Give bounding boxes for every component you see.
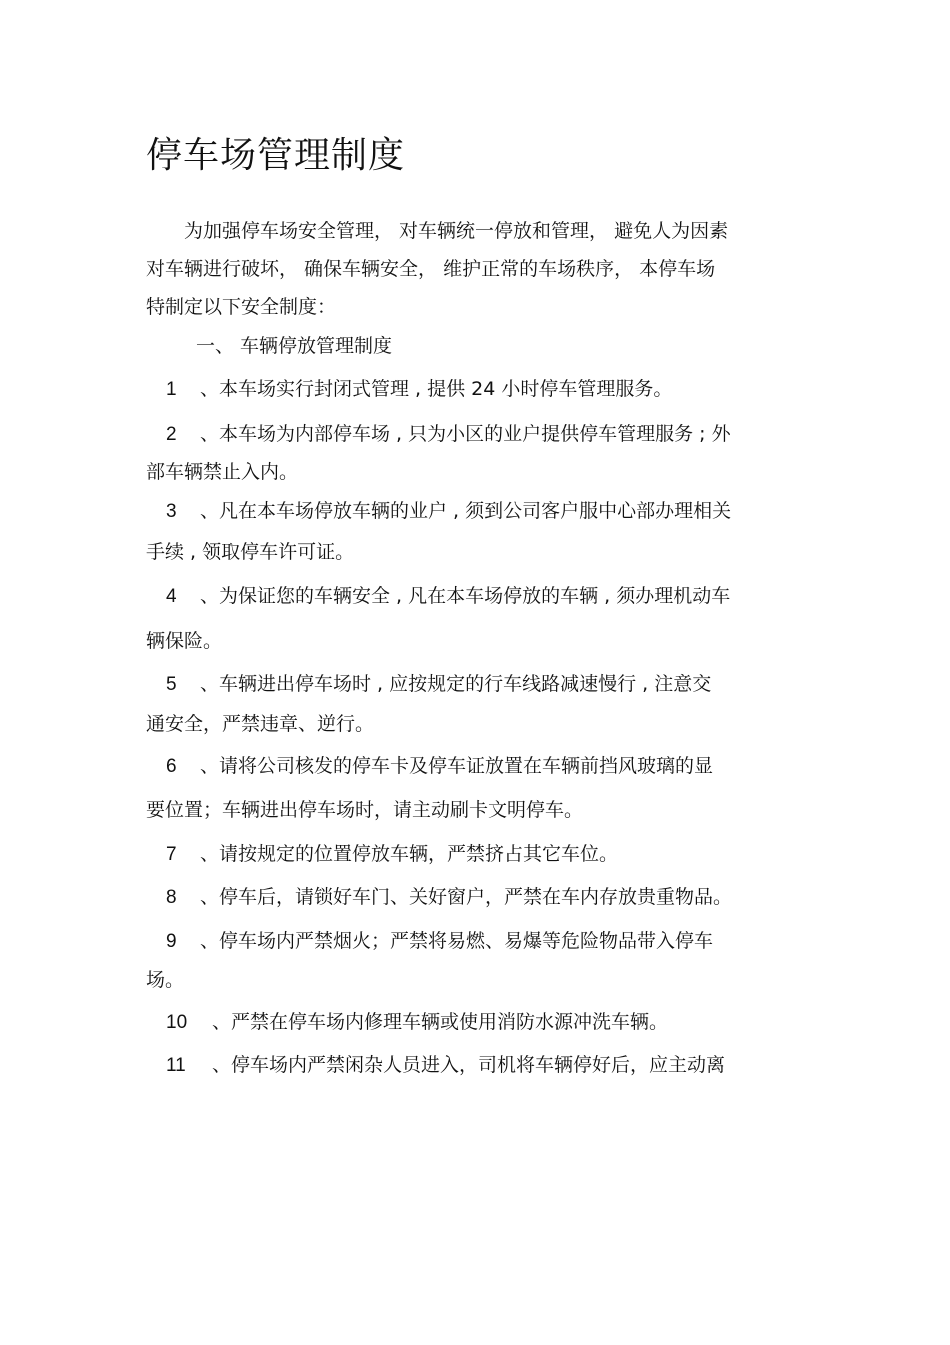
rule-item [166,841,618,868]
intro-line-2: 对车辆进行破坏， 确保车辆安全， 维护正常的车场秩序， 本停车场 [146,258,716,280]
rule-text: 、停车后，请锁好车门、关好窗户，严禁在车内存放贵重物品。 [200,886,733,908]
rule-text: 、车辆进出停车场时 , 应按规定的行车线路减速慢行 , 注意交 [200,673,712,695]
rule-text: 、停车场内严禁烟火；严禁将易燃、易爆等危险物品带入停车 [200,930,714,952]
rule-item [166,421,731,448]
rule-number: 7 [166,844,177,865]
rule-text-continued: 手续 , 领取停车许可证。 [146,541,355,563]
rule-item [166,498,731,525]
rule-number: 4 [166,586,177,607]
rule-number: 2 [166,424,177,445]
intro-line-1: 为加强停车场安全管理， 对车辆统一停放和管理， 避免人为因素 [184,220,729,242]
rule-item [166,376,672,403]
rule-item [166,884,732,911]
rule-number: 1 [166,379,177,400]
rule-item [166,928,713,955]
rule-text-continued: 通安全，严禁违章、逆行。 [146,713,375,735]
rule-number: 9 [166,931,177,952]
document-title: 停车场管理制度 [146,135,406,176]
rule-text: 、请按规定的位置停放车辆，严禁挤占其它车位。 [200,843,619,865]
rule-number: 6 [166,756,177,777]
rule-number: 8 [166,887,177,908]
rule-text: 、本车场为内部停车场 , 只为小区的业户提供停车管理服务 ; 外 [200,423,731,445]
section-heading: 一、 车辆停放管理制度 [196,335,393,357]
rule-text: 、严禁在停车场内修理车辆或使用消防水源冲洗车辆。 [212,1011,669,1033]
rule-item [166,671,711,698]
rule-item [166,1009,668,1036]
rule-number: 3 [166,501,177,522]
rule-number: 11 [166,1055,186,1076]
rule-text: 、为保证您的车辆安全 , 凡在本车场停放的车辆 , 须办理机动车 [200,585,731,607]
rule-text-continued: 辆保险。 [146,630,223,652]
intro-line-3: 特制定以下安全制度： [146,296,337,318]
rule-text: 、请将公司核发的停车卡及停车证放置在车辆前挡风玻璃的显 [200,755,714,777]
rule-item [166,753,713,780]
rule-text: 、凡在本车场停放车辆的业户 , 须到公司客户服中心部办理相关 [200,500,732,522]
rule-text-continued: 场。 [146,969,185,991]
rule-item [166,1052,725,1079]
rule-text: 、本车场实行封闭式管理 , 提供 24 小时停车管理服务。 [200,378,673,400]
rule-text: 、停车场内严禁闲杂人员进入，司机将车辆停好后，应主动离 [212,1054,726,1076]
rule-text-continued: 要位置；车辆进出停车场时，请主动刷卡文明停车。 [146,799,584,821]
rule-number: 5 [166,674,177,695]
rule-number: 10 [166,1012,188,1033]
rule-text-continued: 部车辆禁止入内。 [146,461,299,483]
rule-item [166,583,730,610]
